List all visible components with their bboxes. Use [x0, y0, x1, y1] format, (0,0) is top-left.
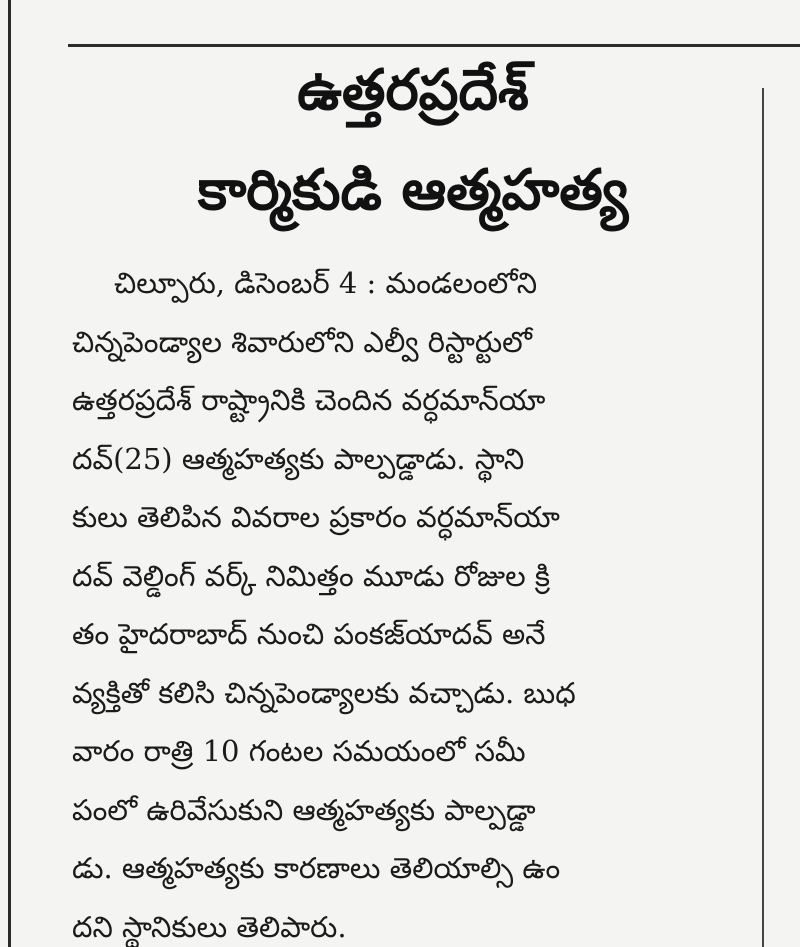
article-kicker: ఉత్తరప్రదేశ్: [297, 58, 529, 123]
body-line: దవ్(25) ఆత్మహత్యకు పాల్పడ్డాడు. స్థాని: [72, 441, 525, 476]
body-line: దని స్థానికులు తెలిపారు.: [72, 909, 347, 944]
left-column-rule: [8, 0, 11, 947]
body-line: వారం రాత్రి 10 గంటల సమయంలో సమీ: [72, 734, 526, 768]
section-divider-rule: [68, 44, 800, 47]
body-line: ఉత్తరప్రదేశ్ రాష్ట్రానికి చెందిన వర్ధమాన్‌యా: [72, 383, 546, 417]
body-line: కులు తెలిపిన వివరాల ప్రకారం వర్ధమాన్‌యా: [72, 500, 560, 534]
body-line: డు. ఆత్మహత్యకు కారణాలు తెలియాల్సి ఉం: [72, 851, 561, 885]
right-column-rule: [762, 88, 764, 947]
body-line: దవ్ వెల్డింగ్ వర్క్ నిమిత్తం మూడు రోజుల క్రి: [72, 558, 551, 593]
body-line: పంలో ఉరివేసుకుని ఆత్మహత్యకు పాల్పడ్డా: [72, 792, 536, 827]
article-headline: కార్మికుడి ఆత్మహత్య: [197, 158, 629, 223]
body-line: వ్యక్తితో కలిసి చిన్నపెండ్యాలకు వచ్చాడు. బుధ: [72, 675, 576, 710]
article-body: [72, 254, 720, 947]
body-line: చిల్పూరు, డిసెంబర్ 4 : మండలంలోని: [114, 266, 538, 300]
body-line: తం హైదరాబాద్ నుంచి పంకజ్‌యాదవ్ అనే: [72, 617, 546, 651]
body-line: చిన్నపెండ్యాల శివారులోని ఎల్వీ రిస్టార్టులో: [72, 324, 532, 359]
